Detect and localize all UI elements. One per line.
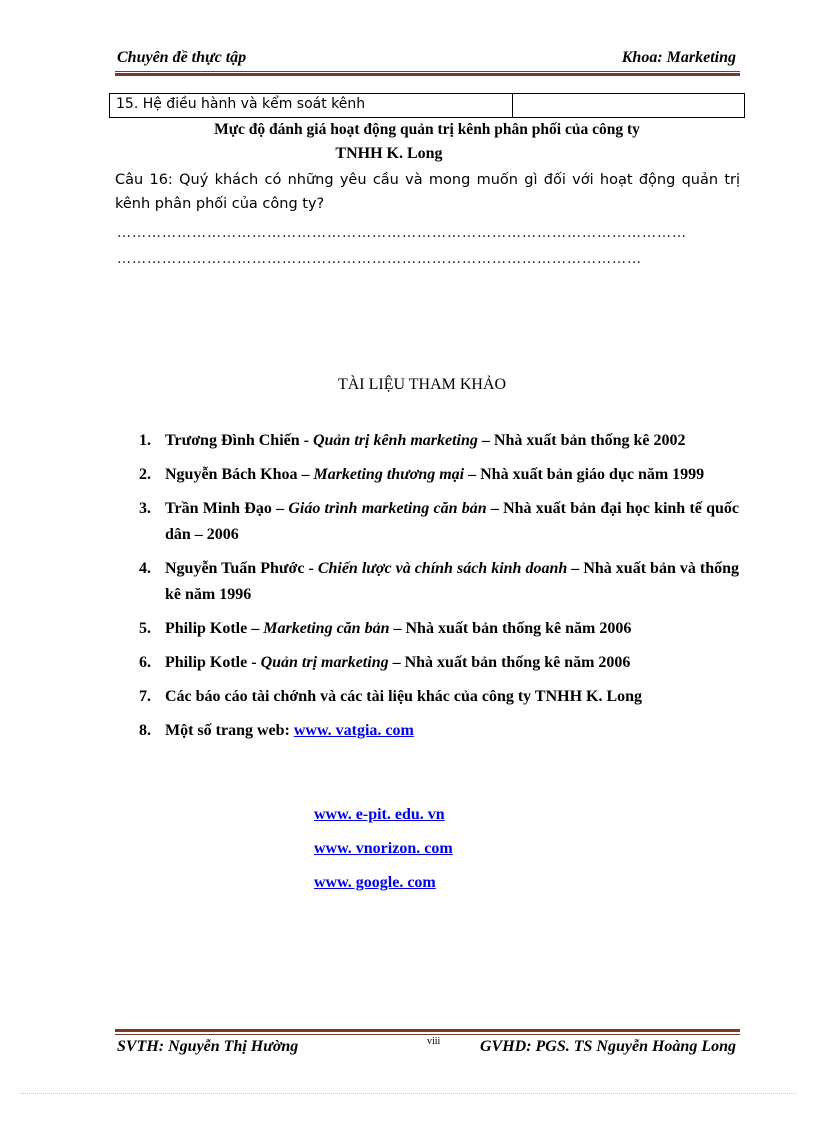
reference-number: 7. <box>139 688 151 705</box>
reference-publisher: – Nhà xuất bản thống kê năm 2006 <box>388 654 631 671</box>
reference-author: Philip Kotle - <box>165 654 261 671</box>
website-link-e-pit[interactable]: www. e-pit. edu. vn <box>314 806 445 823</box>
reference-title: Chiến lược và chính sách kinh doanh <box>317 560 568 577</box>
reference-title: Giáo trình marketing căn bản <box>288 500 487 517</box>
footer-student: SVTH: Nguyễn Thị Hường <box>117 1038 299 1055</box>
reference-number: 5. <box>139 620 151 637</box>
answer-dots-line1: …………………………………………………………………………………………………… <box>117 225 687 241</box>
website-link-google[interactable]: www. google. com <box>314 874 436 891</box>
reference-item <box>139 616 739 642</box>
reference-number: 2. <box>139 466 151 483</box>
reference-item <box>139 462 739 488</box>
reference-title: Marketing thương mại <box>313 466 465 483</box>
reference-number: 4. <box>139 560 151 577</box>
survey-title-line2: TNHH K. Long <box>335 145 443 162</box>
reference-author: Trương Đình Chiến - <box>165 432 313 449</box>
question-line2: kênh phân phối của công ty? <box>115 196 325 212</box>
reference-title: Quản trị marketing <box>260 654 389 671</box>
footer-rule-thin <box>115 1034 740 1035</box>
reference-item <box>139 428 739 454</box>
reference-author: Trần Minh Đạo – <box>165 500 289 517</box>
header-right: Khoa: Marketing <box>621 49 736 66</box>
reference-author: Philip Kotle – <box>165 620 264 637</box>
reference-publisher: – Nhà xuất bản thống kê 2002 <box>477 432 686 449</box>
reference-number: 8. <box>139 722 151 739</box>
table-cell-value <box>513 94 744 117</box>
survey-table-row <box>109 93 745 118</box>
survey-title-line1: Mực độ đánh giá hoạt động quản trị kênh phân phối của công ty <box>214 121 640 138</box>
footer-supervisor: GVHD: PGS. TS Nguyễn Hoàng Long <box>479 1038 736 1055</box>
reference-item <box>139 684 739 710</box>
reference-author: Một số trang web: <box>165 722 294 739</box>
references-heading: TÀI LIỆU THAM KHẢO <box>337 376 507 393</box>
answer-dots-line2: …………………………………………………………………………………………… <box>117 251 642 267</box>
reference-item <box>139 496 739 548</box>
header-left: Chuyên đề thực tập <box>117 49 247 66</box>
website-link-vatgia[interactable]: www. vatgia. com <box>293 722 414 739</box>
page-number: viii <box>427 1036 441 1047</box>
footer-rule-thick <box>115 1029 740 1032</box>
question-line1: Câu 16: Quý khách có những yêu cầu và mong muốn gì đối với hoạt động quản trị <box>115 172 740 188</box>
reference-author: Nguyễn Tuấn Phước - <box>165 560 318 577</box>
reference-number: 6. <box>139 654 151 671</box>
reference-publisher: – Nhà xuất bản giáo dục năm 1999 <box>464 466 705 483</box>
reference-author: Nguyễn Bách Khoa – <box>165 466 314 483</box>
reference-publisher: – Nhà xuất bản thống kê năm 2006 <box>389 620 632 637</box>
reference-publisher: – Nhà xuất bản đại học kinh tế quốc dân – 2006 <box>165 500 739 543</box>
reference-publisher: – Nhà xuất bản và thống kê năm 1996 <box>165 560 739 603</box>
reference-title: Quản trị kênh marketing <box>312 432 478 449</box>
reference-item <box>139 556 739 608</box>
table-cell-label: 15. Hệ điều hành và kểm soát kênh <box>110 94 513 117</box>
references-list <box>139 428 739 752</box>
header-rule-thin <box>115 71 740 72</box>
reference-item <box>139 718 739 744</box>
page-bottom-divider <box>20 1093 796 1094</box>
reference-number: 1. <box>139 432 151 449</box>
reference-item <box>139 650 739 676</box>
website-link-vnorizon[interactable]: www. vnorizon. com <box>314 840 453 857</box>
reference-title: Marketing căn bản <box>263 620 390 637</box>
reference-author: Các báo cáo tài chớnh và các tài liệu khác của công ty TNHH K. Long <box>165 688 643 705</box>
header-rule-thick <box>115 73 740 76</box>
reference-number: 3. <box>139 500 151 517</box>
